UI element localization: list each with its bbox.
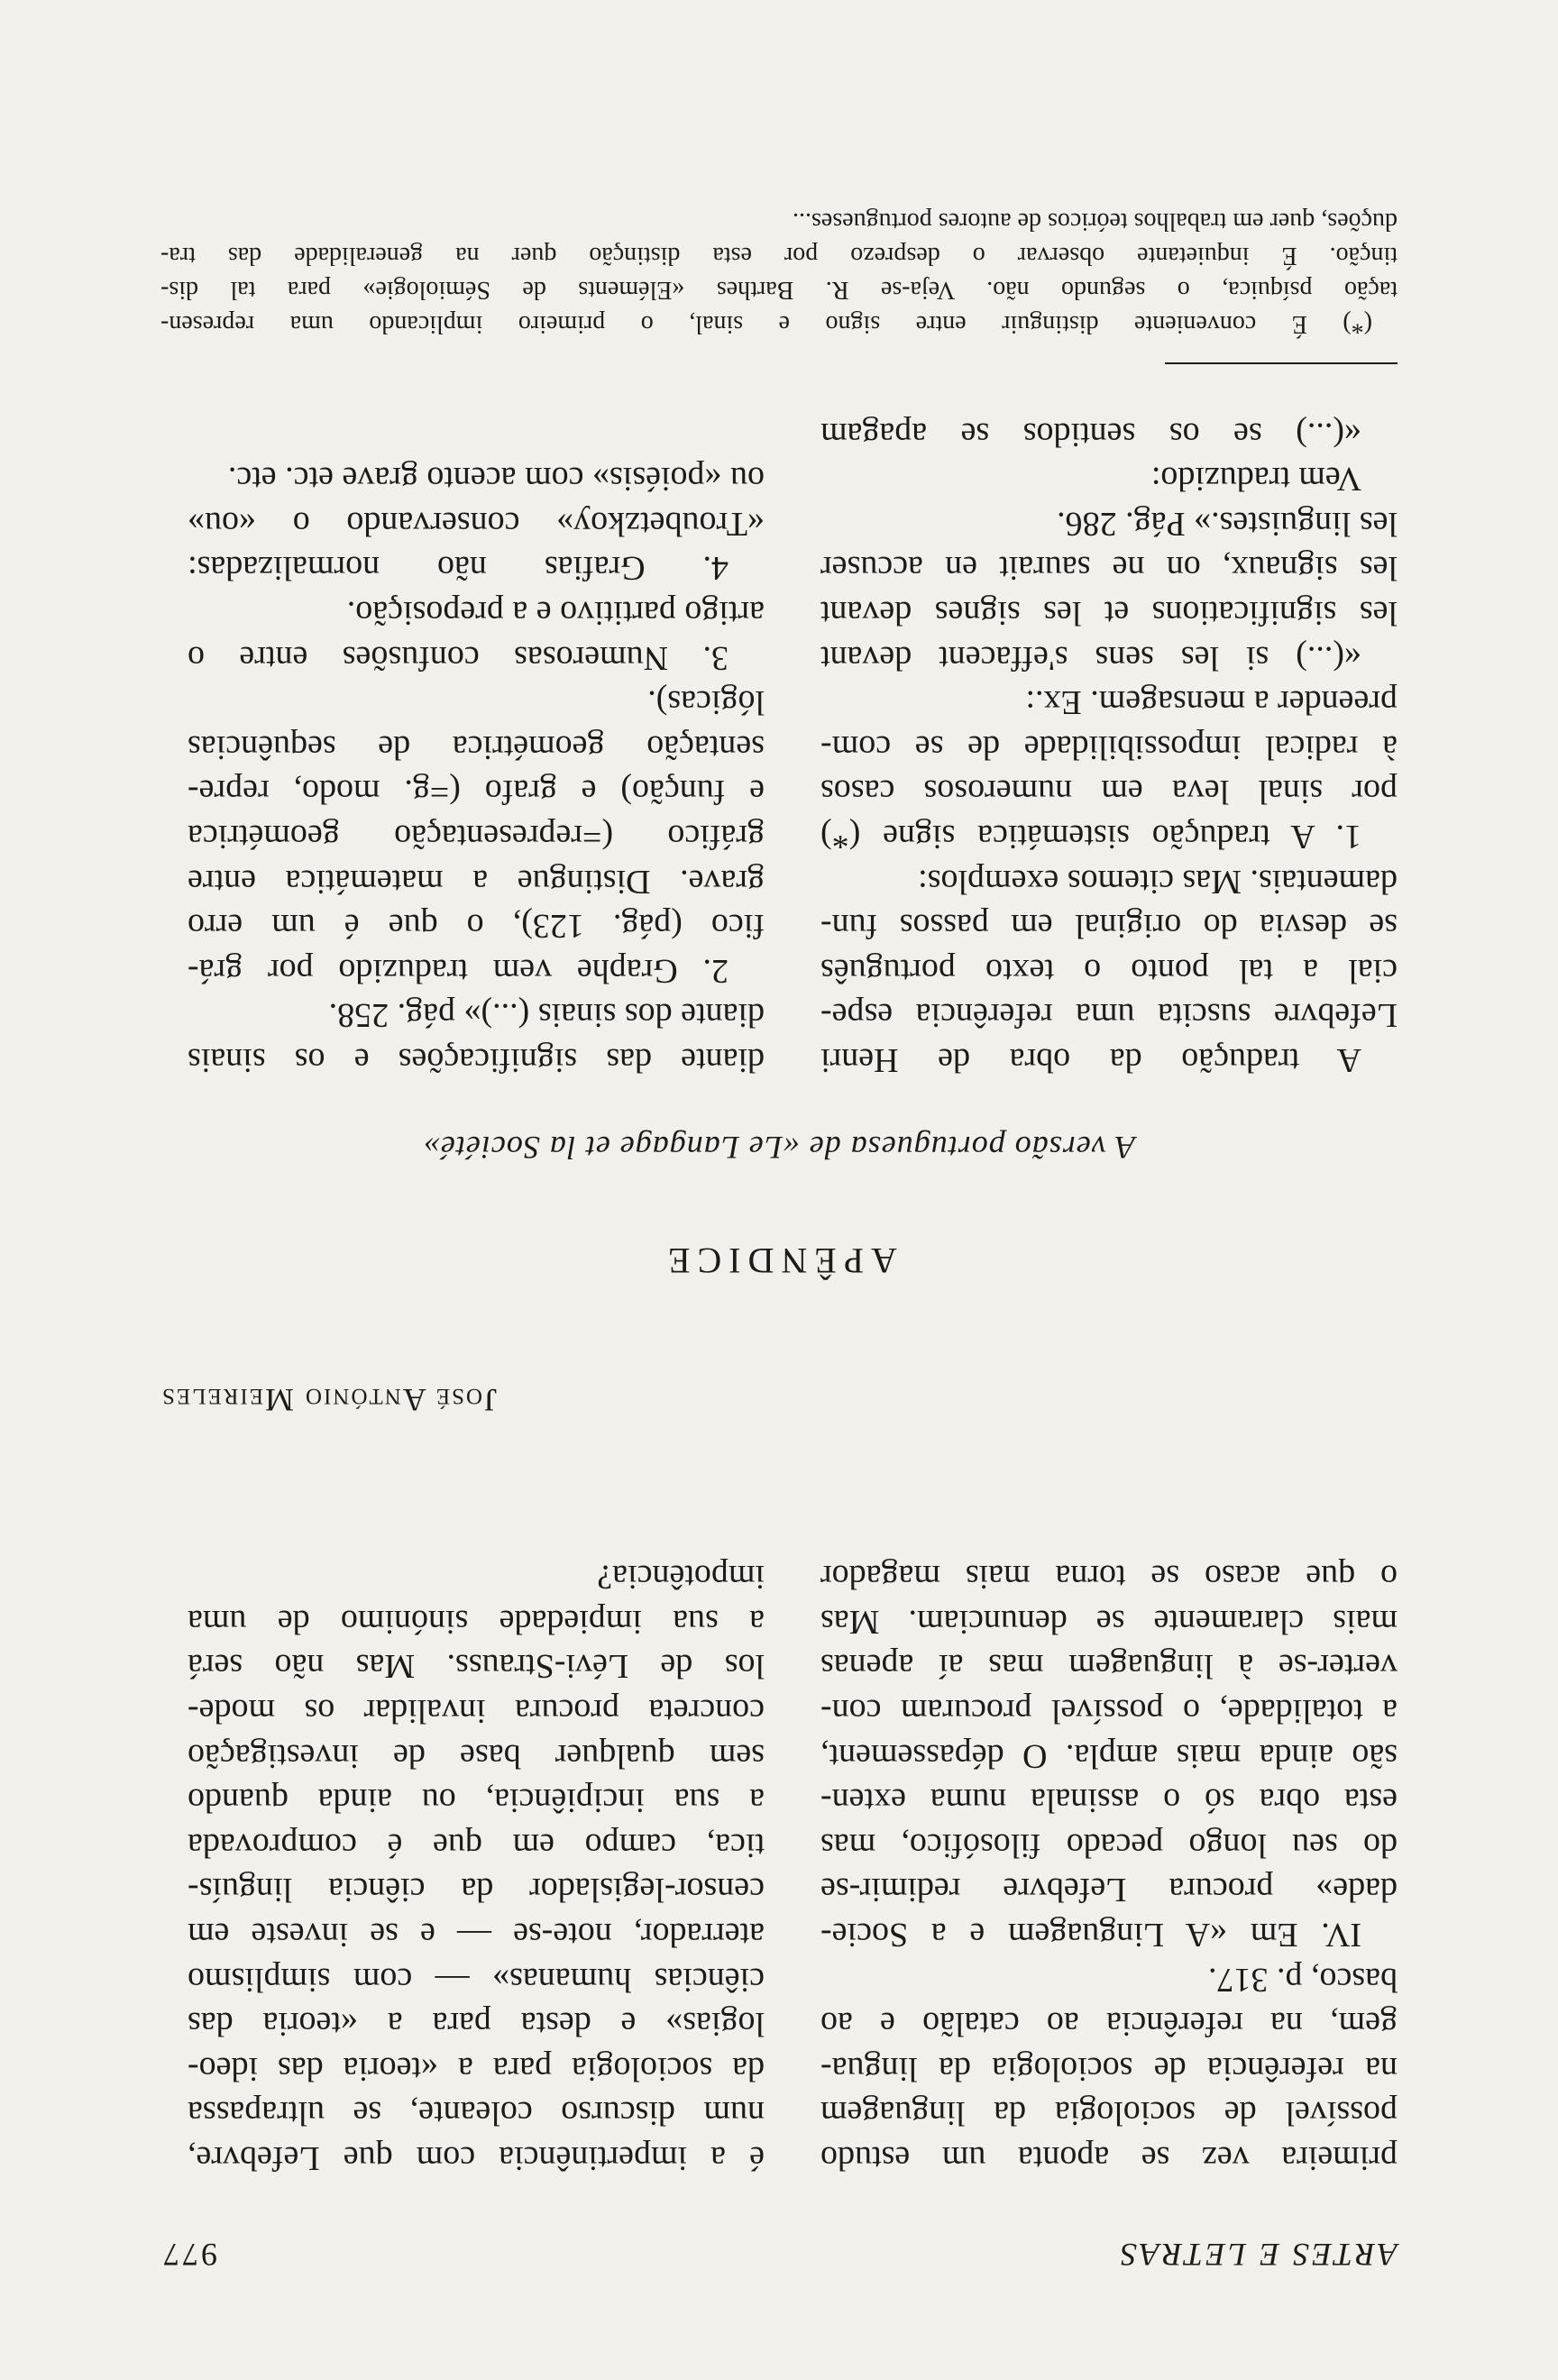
text-line: grave. Distingue a matemática entre (188, 862, 765, 901)
text-line: 4. Grafias não normalizadas: (188, 549, 729, 588)
text-line: 2. Graphe vem traduzido por grá- (188, 951, 729, 990)
section-subtitle: A versão portuguesa de «Le Langage et la Société» (422, 1130, 1136, 1166)
text-line: dade» procura Lefebvre redimir-se (820, 1871, 1398, 1909)
text-line: sentação geométrica de sequências (188, 728, 765, 766)
text-line: ou «poiésis» com acento grave etc. etc. (227, 460, 765, 499)
footnote (160, 204, 1398, 341)
text-line: IV. Em «A Linguagem e a Socie- (820, 1916, 1361, 1954)
text-line: da sociologia para a «teoria das ideo- (188, 2049, 765, 2088)
text-line: o que acaso se torna mais magador (820, 1558, 1398, 1597)
text-line: e função) e grafo (=g. modo, repre- (188, 773, 765, 811)
text-line: cial a tal ponto o texto português (820, 951, 1398, 990)
text-line: los de Lévi-Strauss. Mas não será (188, 1647, 765, 1686)
text-line: «Troubetzkoy» conservando o «ou» (188, 504, 765, 543)
text-line: por sinal leva em numerosos casos (820, 773, 1398, 811)
text-line: les linguistes.» Pág. 286. (1057, 504, 1398, 543)
text-line: lógicas). (647, 683, 765, 722)
text-line: à radical impossibilidade de se com- (820, 728, 1398, 766)
text-line: num discurso coleante, se ultrapassa (188, 2094, 765, 2133)
appendix-column-right (188, 456, 765, 1082)
text-line: gem, na referência ao catalão e ao (820, 2005, 1398, 2044)
text-line: aterrador, note-se — e se investe em (188, 1916, 765, 1954)
text-line: Vem traduzido: (1150, 460, 1361, 499)
footnote-line: tação psíquica, o segundo não. Veja-se R. Barthes «Eléments de Sémiologie» para tal dis- (160, 276, 1398, 304)
text-line: a sua impiedade sinónimo de uma (188, 1602, 765, 1641)
review-column-right (188, 1554, 765, 2180)
text-line: gráfico (=representação geométrica (188, 818, 765, 856)
footnote-line: tinção. É inquietante observar o desprezo por esta distinção quer na generalidade das tra- (160, 242, 1398, 270)
author-signature: José António Meireles (160, 1382, 498, 1418)
text-line: ciências humanas» — com simplismo (188, 1960, 765, 1999)
text-line: se desvia do original em passos fun- (820, 907, 1398, 946)
section-title: APÊNDICE (661, 1240, 897, 1281)
text-line: a totalidade, o possível procuram con- (820, 1692, 1398, 1731)
text-line: artigo partitivo e a preposição. (346, 594, 765, 633)
text-line: do seu longo pecado filosófico, mas (820, 1826, 1398, 1864)
footnote-line: (*) É conveniente distinguir entre signo e sinal, o primeiro implicando uma represen- (160, 310, 1372, 338)
text-line: damentais. Mas citemos exemplos: (918, 862, 1398, 901)
text-line: les signaux, on ne saurait en accuser (820, 549, 1398, 588)
text-line: les significations et les signes devant (820, 594, 1398, 633)
page-number: 977 (160, 2237, 217, 2273)
footnote-line: duções, quer em trabalhos teóricos de autores portugueses... (792, 207, 1398, 235)
text-line: fico (pág. 123), o que é um erro (188, 907, 765, 946)
text-line: verter-se à linguagem mas aí apenas (820, 1647, 1398, 1686)
text-line: preender a mensagem. Ex.: (1025, 683, 1398, 722)
text-line: na referência de sociologia da lingua- (820, 2049, 1398, 2088)
text-line: diante dos sinais (...)» pág. 258. (328, 996, 765, 1035)
text-line: diante das significações e os sinais (188, 1041, 765, 1079)
text-line: 3. Numerosas confusões entre o (188, 638, 729, 677)
text-line: sem qualquer base de investigação (188, 1736, 765, 1775)
text-line: 1. A tradução sistemática signe (*) (820, 818, 1361, 856)
appendix-column-left (820, 411, 1398, 1082)
text-line: concreta procura invalidar os mode- (188, 1692, 765, 1731)
text-line: mais claramente se denunciam. Mas (820, 1602, 1398, 1641)
text-line: a sua incipiência, ou ainda quando (188, 1781, 765, 1820)
text-line: «(...) si les sens s'effacent devant (820, 638, 1361, 677)
footnote-divider (1165, 362, 1398, 364)
text-line: A tradução da obra de Henri (820, 1041, 1361, 1079)
text-line: censor-legislador da ciência linguís- (188, 1871, 765, 1909)
text-line: tica, campo em que é comprovada (188, 1826, 765, 1864)
text-line: impotência? (597, 1558, 765, 1597)
text-line: logias» e desta para a «teoria das (188, 2005, 765, 2044)
text-line: «(...) se os sentidos se apagam (820, 415, 1361, 453)
text-line: possível de sociologia da linguagem (820, 2094, 1398, 2133)
text-line: são ainda mais ampla. O dépassement, (820, 1736, 1398, 1775)
journal-title: ARTES E LETRAS (1118, 2237, 1398, 2273)
review-column-left (820, 1554, 1398, 2180)
running-head (160, 2238, 1398, 2274)
text-line: esta obra só o assinala numa exten- (820, 1781, 1398, 1820)
text-line: Lefebvre suscita uma referência espe- (820, 996, 1398, 1035)
text-line: primeira vez se aponta um estudo (820, 2139, 1398, 2177)
text-line: basco, p. 317. (1207, 1960, 1398, 1999)
text-line: é a impertinência com que Lefebvre, (188, 2139, 765, 2177)
